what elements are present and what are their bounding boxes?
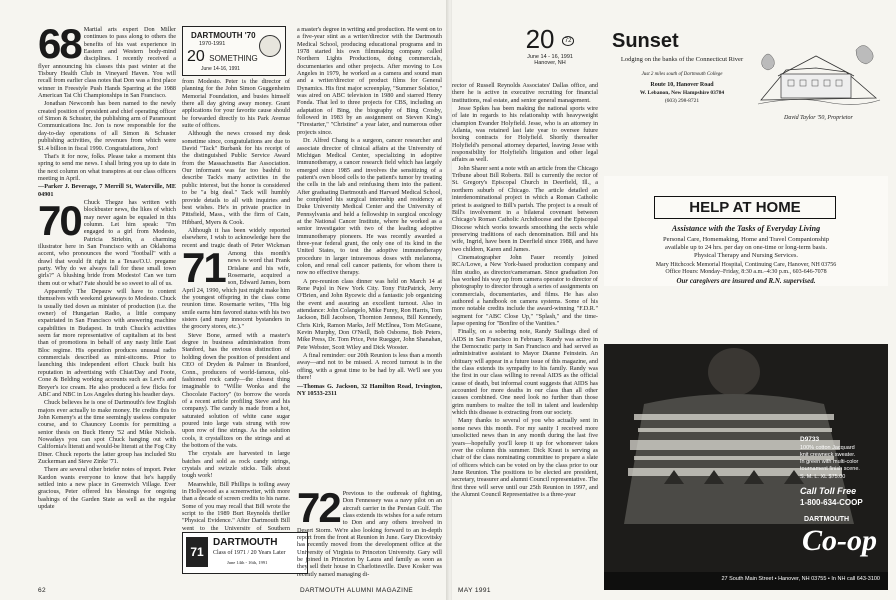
reunion-70-years: 1970-1991 (199, 41, 226, 47)
class-70-para: Chuck believes he is one of Dartmouth's few English majors ever actually to make money. He credits this to John Kemeny's at the time seemingly useless computer course, and to Chauncey Loomis for permitting a senior thesis on Buck Henry '52 and Mike Nichols. Nowadays you can spot Chuck hanging out with California's literati and would-be literati at the Fog City Diner. Chuck reports the latter group has included Stu Zuckerman and Steve Zinke '71. (38, 399, 176, 465)
column-para: rector of Russell Reynolds Associates' Dallas office, and there he is active in executive recruiting for financial institutions, real estate, and senior general management. (452, 82, 598, 104)
class-71-para: The crystals are harvested in large batches and sold as rock candy strings, crystals and swizzle sticks. Talk about tough work! (182, 450, 290, 480)
ad-sunset-tagline: Lodging on the banks of the Connecticut River (620, 56, 744, 63)
reunion-70-logo (182, 26, 286, 76)
ad-coop-item: D9733 (800, 436, 820, 443)
class-68-para: Martial arts expert Don Miller continues to pass along to others the benefits of his vast experience in Eastern and Western body-mind disciplines. I recently received a flyer announcing his classes this past winter at the Tisbury Health Club in Vineyard Haven. You will recall from earlier class notes that Don was a first place winner in Freestyle Push Hands Sparring at the 1988 American Tai Chi Championships in San Francisco. (38, 26, 176, 100)
ad-help-line: available up to 24 hrs. per day on one-time or long-term basis. (665, 244, 827, 251)
dartmouth-seal-icon (259, 35, 281, 57)
ad-coop-desc: knit crewneck sweater. (800, 452, 856, 458)
ad-coop-brand: Co-op (802, 524, 877, 557)
ad-help-title: HELP AT HOME (654, 196, 836, 219)
column-1 (38, 26, 176, 586)
right-page-folio: MAY 1991 (458, 587, 491, 594)
column-2 (182, 78, 290, 248)
class-68-para: Jonathan Newcomb has been named to the newly created position of president and chief operating officer of Simon & Schuster, the publishing arm of Paramount Communications Inc. Jon is now responsible for the day-to-day operations of all Simon & Schuster publishing activities, the revenues from which were $1.4 billion in fiscal 1990. Congratulations, Jon! (38, 100, 176, 152)
ad-coop-call: Call Toll Free (800, 486, 857, 496)
ad-sunset (604, 26, 888, 128)
column-para: Many thanks to several of you who actually sent in some news this month. For my sanity I received more unsolicited news than in any month during the last five years—hopefully you'll keep it up for whomever takes over the column this summer. Dick Kraut is serving as chair of the class nominating committee to prepare a slate of officers which can be voted on by the class prior to our June Reunion. The positions to be elected are president, secretary, treasurer and alumni Council representative. The first three will serve until our 25th Reunion in 1997, and the Alumni Council Representative is a three-year (452, 417, 598, 498)
class-71-column (182, 250, 290, 530)
column-para: Dr. Alfred Chang is a surgeon, cancer researcher and associate director of clinical affairs at the University of Michigan Medical Center, specializing in adoptive immunotherapy, a cancer research field which has largely emerged since 1985 and involves the sensitizing of a patient's own blood cells to the patient's tumor by treating the cells in the lab and reinfusing them into the patient. After graduating Dartmouth and Harvard Medical School, he completed his surgical internship and residency at Duke University Medical Center and the University of Pennsylvania and held a fellowship in surgical oncology at the National Cancer Institute, where he worked as a senior investigator with two of the leading adoptive immunotherapy pioneers. He was recently awarded a three-year federal grant, the only one of its kind in the United States, to test the adoptive immunotherapy procedure in larger intravenous doses with melanoma, colon, and renal cell cancer patients, for whom there is now no effective therapy. (297, 137, 442, 277)
column-para: Jesse Spikes has been making the national sports wire of late in regards to his relationship with heavyweight champion Evander Holyfield. Jesse, who is an attorney in Atlanta, was retained last late year to oversee future boxing contracts for Holyfield. Shortly thereafter Holyfield's personal attorney departed, leaving Jesse with responsibility for Holyfield's litigation and other legal affairs as well. (452, 105, 598, 164)
ad-coop-brand-top: DARTMOUTH (804, 516, 850, 523)
ad-help-line: Mary Hitchcock Memorial Hospital, Continuing Care, Hanover, NH 03756 (655, 262, 837, 268)
ad-sunset-title: Sunset (612, 30, 679, 52)
class-68-number: 68 (38, 26, 81, 67)
reunion-71-logo (182, 532, 308, 574)
reunion-70-dates: June 14-16, 1991 (201, 66, 240, 72)
ad-coop-sizes: S. M. L. XL $75.00 (800, 474, 846, 480)
ad-help-subtitle: Assistance with the Tasks of Everyday Living (671, 224, 821, 233)
lodge-sketch-icon (756, 30, 882, 110)
right-column-2 (452, 82, 598, 587)
ad-sunset-address: Route 10, Hanover Road (650, 82, 714, 88)
class-72-number: 72 (297, 490, 340, 531)
column-2-para: from Modesto. Peter is the director of planning for the John Simon Guggenheim Memorial Foundation, and busies himself there all day giving away money. Grant applications for your favorite cause should be forwarded directly to his Park Avenue suite of offices. (182, 78, 290, 130)
column-2-para: Although the news crossed my desk sometime since, congratulations are due to David "Tack" Burbank for his receipt of the distinguished Public Service Award from the Massachusetts Bar Association. Our informant was far too bashful to describe Tack's many activities in the public interest, but the honor is considered to be "a big deal." Tack will humbly provide details to all with inquiries and best wishes. He's in private practice in Pittsfield, Mass., with the firm of Cain, Hibbard, Myers & Cook. (182, 130, 290, 226)
column-para: A final reminder: our 20th Reunion is less than a month away—and not to be missed. A record turnout is in the offing, with a great time to be had by all. We'll see you there! (297, 352, 442, 382)
ad-sunset-caption: David Taylor '50, Proprietor (784, 115, 853, 121)
reunion-71-dates: June 14th - 16th, 1991 (227, 560, 268, 565)
ad-coop-desc: 100% cotton Jacquard (800, 445, 855, 451)
reunion-72-logo (502, 26, 598, 78)
class-70-para: There are several other briefer notes of import. Peter Kardon wants everyone to know that he's happily settled into a new place in Greenwich Village. Ever gracious, Peter offered his blessings for ongoing bashings of the Garden State as well as the regular update (38, 466, 176, 510)
reunion-70-big: 20 SOMETHING (187, 48, 258, 65)
class-71-number: 71 (182, 250, 225, 291)
column-para: Finally, on a sobering note, Randy Stallings died of AIDS in San Francisco in February. Randy was active in the Democratic party in San Francisco and had served as administrative assistant to Mayor Dianne Feinstein. An obituary will appear in a future issue of this magazine, and the class extends its sympathy to his family. Randy was the first in our class willing to reveal AIDS as the official cause of death, but informal count suggests that AIDS has accounted for more deaths in our class than all other causes combined. One need look no further than those grim numbers to realize the toll in talent and leadership which this disease is extracting from our society. (452, 328, 598, 417)
reunion-72-big: 20 72 (502, 26, 598, 54)
class-68-para: That's it for now, folks. Please take a moment this spring to send me news. I shall bring you up to date in the next column on what transpires at our class officers meeting in April. (38, 152, 176, 182)
class-72-column (297, 490, 442, 588)
reunion-71-title: DARTMOUTH (213, 537, 278, 548)
column-para: a master's degree in writing and production. He went on to a five-year stint as a writer/director with the Dartmouth Medical School, producing educational programs and in 1978 started his own filmmaking company called Northern Lights Productions, doing commercials, documentaries and other projects. After moving to Los Angeles in 1979, he worked as a camera and sound man and a writer/director of product films for General Dynamics. His first major screenplay, "Summer Solstice," was aired on ABC television in 1980 and starred Henry Fonda. That led to three projects for CBS, including an adaptation of Bing, the biography of Bing Crosby, followed in 1983 by an assignment on Steven King's "Firestarter," "Christine" a year later, and numerous other projects since. (297, 26, 442, 136)
ad-help-line: Personal Care, Homemaking, Home and Travel Companionship (662, 236, 830, 243)
ad-help-line: Physical Therapy and Nursing Services. (693, 252, 799, 259)
ad-coop-phone: 1-800-634-COOP (800, 498, 863, 507)
class-72-para: Previous to the outbreak of fighting, Don Fennessey was a navy pilot on an aircraft carrier in the Persian Gulf. The class extends its wishes for a safe return to Don and any others involved in Desert Storm. We're also looking forward to an in-depth report from the front at Reunion in June. Gary Dicovitsky has recently moved from the development office at the University of Virginia to Princeton University. Gary will be joined in Princeton by Laura and family as soon as they sell their house in Charlottesville. Dave Kosker was recently named managing di- (297, 490, 442, 578)
ad-sunset-city: W. Lebanon, New Hampshire 03784 (639, 90, 725, 96)
ad-sunset-phone: (603) 298-8721 (664, 98, 700, 104)
class-68-signature: —Parker J. Beverage, 7 Merrill St, Waterville, ME 04901 (38, 183, 176, 198)
ad-coop-desc: In green with multi-color (800, 459, 859, 465)
right-page (452, 0, 896, 600)
reunion-71-number: 71 (186, 537, 208, 567)
column-para: Cinematographer John Fauer recently joined RCA/Lowe, a New York-based production company and film studio, as director/cameraman. Since graduation Jon has worked his way up from camera operator to director of photography to director through a series of assignments on commercials, documentaries, and films. He has also authored a handbook on camera systems. Some of his more notable credits include the award-winning "F.D.R." segment for "ABC Close Up," "Splash," and the time-lapse opening for "Bonfire of the Vanities." (452, 253, 598, 327)
reunion-72-small: 72 (562, 36, 575, 46)
column-signature: —Thomas G. Jackson, 32 Hamilton Road, Irvington, NY 10533-2311 (297, 382, 442, 397)
left-page-magazine-name: DARTMOUTH ALUMNI MAGAZINE (300, 587, 414, 594)
class-71-para: Steve Bone, armed with a master's degree in business administration from Stanford, has the envious distinction of holding down the position of president and CEO of Dryden & Palmer in Branford, Conn., producers of world-famous, old-fashioned rock candy—the closest thing imaginable to "Willie Wonka and the Chocolate Factory" (to borrow the words of a recent article profiling Steve and his company). The candy is made from a hot, saturated solution of white cane sugar poured into large vats strung with row upon row of fine strings. As the solution cools, it crystallizes on the strings and at the bottom of the vats. (182, 331, 290, 449)
reunion-70-title: DARTMOUTH '70 (191, 31, 256, 40)
ad-sunset-sub: Just 2 miles south of Dartmouth College (641, 72, 723, 77)
class-70-para: Apparently The Depauw will have to content themselves with weekend getaways to Modesto. Chuck is usually tied down as minister of production (i.e. the owner) of Hungarian Radio, a little company expatriated in San Francisco with answering machine capabilities in Budapest. In truth Chuck's activities seem far more representative of capitalism at its best than of promotions in behalf of any nasty little East Bloc regime. His operation produces unusual radio commercials described as mini-sitcoms. Prior to launching this independent effort Chuck built his reputation in advertising with Chiat/Day and Foote, Cone & Belding working accounts such as Levi's and Breyer's ice cream. He also produced a few flicks for ABC and NBC in Los Angeles during his headier days. (38, 288, 176, 398)
column-para: John Sharer sent a note with an article from the Chicago Tribune about Bill Roberts. Bill is currently the rector of St. Gregory's Episcopal Church in Deerfield, Ill., a northern suburb of Chicago. The article detailed an interdenominational project in which a Roman Catholic priest is assigned to Bill's parish. The project is a result of Bill's involvement in a bilateral covenant between Chicago's Roman Catholic Archdiocese and the Episcopal Diocese which works towards smoothing the sects while preserving traditions of each denomination. Bill and his wife, Ingrid, have been in Deerfield since 1988, and have two children, Karen and James. (452, 164, 598, 253)
ad-coop-desc: tournament finish scene. (800, 466, 860, 472)
column-para: A pre-reunion class dinner was held on March 14 at Rene Pujol in New York City. Tony FitzPatrick, Jerry O'Brien, and John Rycewic did a fantastic job organizing the event and assuring an excellent turnout. Also in attendance: John Colangelo, Mike Furey, Ron Harris, Tom Jackson, Bill Jacobson, Thornton Jenness, Bill Kennedy, Chris Kirk, Ramon Marks, Jeff McElnea, Tom McGuane, Kevin Murphy, Don O'Neill, Bob Osborne, Bob Peters, Mike Press, Dr. Tom Price, Pete Ruegger, John Shanahan, Pete Webster, Scott Wiley and Dick Wooster. (297, 277, 442, 351)
class-71-para: Meanwhile, Bill Phillips is toiling away in Hollywood as a screenwriter, with more than a decade of screen credits to his name. Some of you may recall that Bill wrote the script to the 1989 Burt Reynolds thriller "Physical Evidence." After Dartmouth Bill went to the University of Southern (182, 480, 290, 530)
class-71-para: Among this month's news is word that Frank Drislane and his wife, Rosemarie, acquired a son, Edward James, born April 24, 1990, which just might make him the youngest offspring in the class come reunion time. Rosemarie writes, "His big smile earns him favored status with his two sisters (and many innocent bystanders in the grocery stores, etc.)." (182, 250, 290, 331)
ad-help-line: Office Hours: Monday–Friday, 8:30 a.m.–4:30 p.m., 603-646-7078 (665, 269, 827, 275)
reunion-72-dates: June 14 - 16, 1991 (527, 54, 573, 61)
reunion-72-place: Hanover, NH (534, 60, 566, 67)
right-page-column-1 (297, 26, 442, 488)
ad-help-at-home (604, 176, 888, 286)
class-70-number: 70 (38, 196, 81, 244)
left-page-folio: 62 (38, 587, 47, 594)
ad-coop (604, 344, 888, 590)
reunion-71-subtitle: Class of 1971 / 20 Years Later (213, 550, 286, 556)
ad-coop-footer: 27 South Main Street • Hanover, NH 03755 • In NH call 643-3100 (721, 576, 880, 582)
class-70-para: Chuck Thegze has written with blockbuster news, the likes of which may never again be equaled in this column. Let him speak: "I'm engaged to a girl from Modesto, Patricia Striebin, a charming illustrator here in San Francisco with an Oklahoma accent, who pronounces the word "football" with a drawl that would fit right in a Texas/O.U. pregame party. Why do we always fall for these small town girls?" A blushing bride from Modesto! Can we turn them out or what? Fate should be so sweet to all of us. (38, 198, 176, 287)
ad-help-line: Our caregivers are insured and R.N. supervised. (676, 277, 816, 285)
column-2-para: Although it has been widely reported elsewhere, I wish to acknowledge here the recent and tragic death of Peter Wickman (182, 226, 290, 248)
